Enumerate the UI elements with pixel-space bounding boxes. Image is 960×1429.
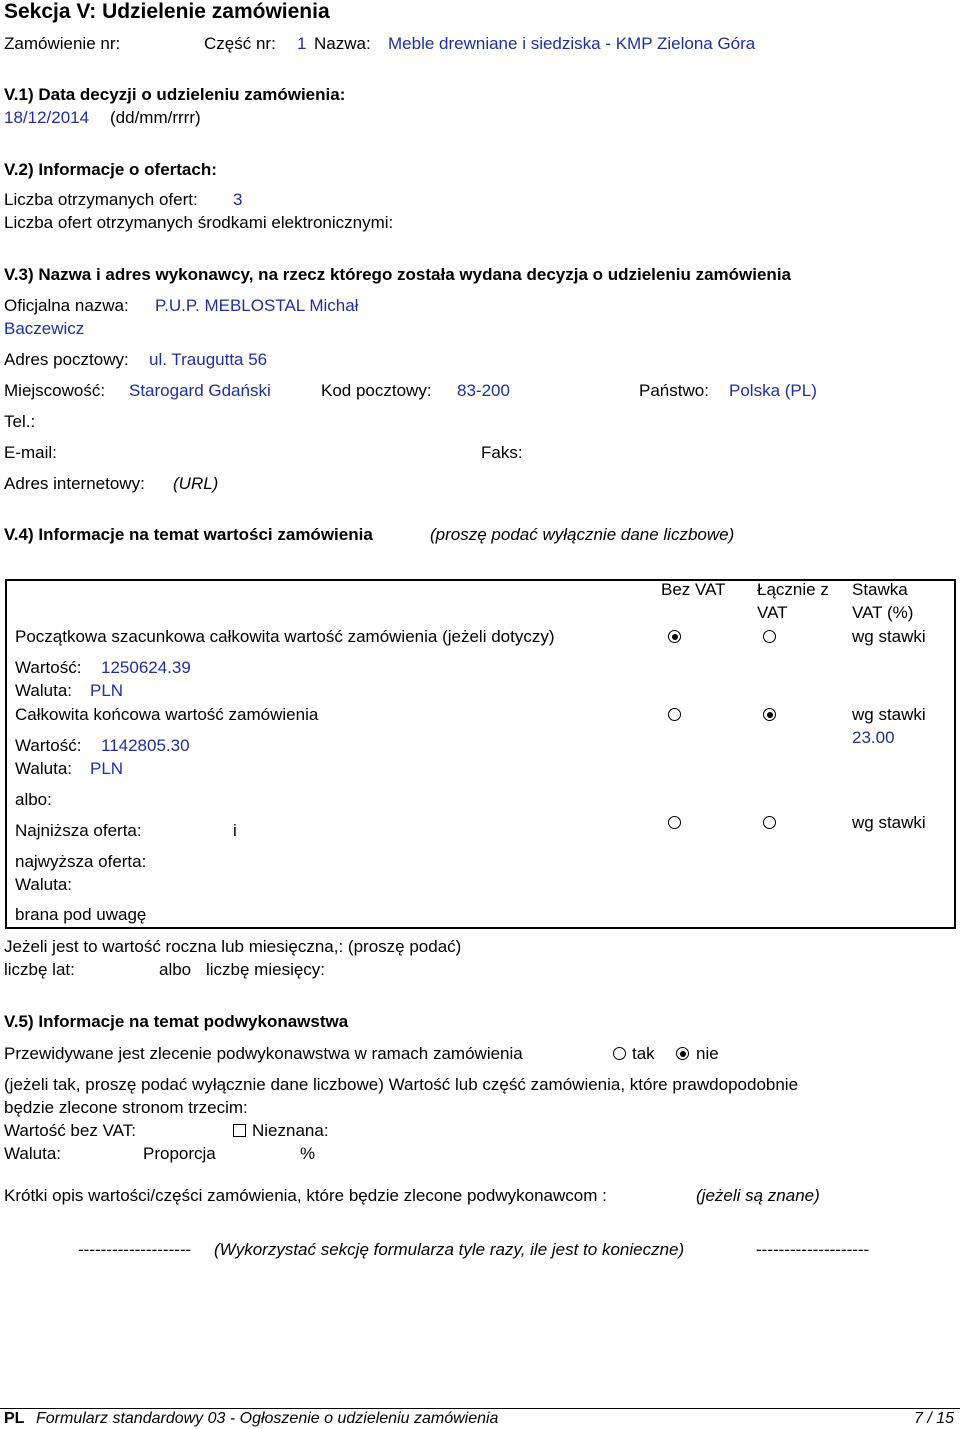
final-rate-value: 23.00 <box>852 728 895 747</box>
v4-heading: V.4) Informacje na temat wartości zamówienia <box>4 525 373 544</box>
part-number-value: 1 <box>297 34 307 53</box>
final-lacznie-radio[interactable] <box>763 708 776 721</box>
initial-lacznie-radio[interactable] <box>763 630 776 643</box>
subcontract-planned-label: Przewidywane jest zlecenie podwykonawstwa w ramach zamówienia <box>4 1044 523 1063</box>
subcontract-info-line1: (jeżeli tak, proszę podać wyłącznie dane liczbowe) Wartość lub część zamówienia, które prawdopodobnie <box>4 1075 799 1094</box>
col-bez-vat: Bez VAT <box>661 580 726 599</box>
footer-page-number: 7 / 15 <box>914 1410 955 1427</box>
subcontract-info-line2: będzie zlecone stronom trzecim: <box>4 1098 248 1117</box>
final-bez-vat-radio[interactable] <box>668 708 681 721</box>
offers-count-value: 3 <box>233 190 243 209</box>
final-value-label: Całkowita końcowa wartość zamówienia <box>15 705 319 724</box>
or-label: albo: <box>15 790 52 809</box>
years-label: liczbę lat: <box>4 960 75 979</box>
initial-rate: wg stawki <box>852 627 926 646</box>
email-label: E-mail: <box>4 443 57 462</box>
range-rate: wg stawki <box>852 813 926 832</box>
initial-wartosc-value: 1250624.39 <box>101 658 191 677</box>
brief-description-label: Krótki opis wartości/części zamówienia, które będzie zlecone podwykonawcom : <box>4 1186 607 1205</box>
order-name-value: Meble drewniane i siedziska - KMP Zielona Góra <box>388 34 756 53</box>
unknown-checkbox[interactable] <box>233 1124 246 1137</box>
section-title: Sekcja V: Udzielenie zamówienia <box>4 0 330 23</box>
brief-description-hint: (jeżeli są znane) <box>696 1186 820 1205</box>
considered-label: brana pod uwagę <box>15 905 147 924</box>
postal-address-value: ul. Traugutta 56 <box>149 350 268 369</box>
col-stawka-line1: Stawka <box>852 580 908 599</box>
country-value: Polska (PL) <box>729 381 817 400</box>
official-name-label: Oficjalna nazwa: <box>4 296 129 315</box>
subcontract-no-label: nie <box>696 1044 719 1063</box>
repeat-dashes-left: -------------------- <box>78 1240 192 1259</box>
range-lacznie-radio[interactable] <box>763 816 776 829</box>
initial-waluta-label: Waluta: <box>15 681 73 700</box>
subcontract-currency-label: Waluta: <box>4 1144 62 1163</box>
final-rate: wg stawki <box>852 705 926 724</box>
col-lacznie-line2: VAT <box>757 603 788 622</box>
order-name-label: Nazwa: <box>314 34 371 53</box>
final-waluta-label: Waluta: <box>15 759 73 778</box>
official-name-value-line1: P.U.P. MEBLOSTAL Michał <box>155 296 359 315</box>
final-waluta-value: PLN <box>90 759 124 778</box>
final-wartosc-label: Wartość: <box>15 736 82 755</box>
electronic-offers-label: Liczba ofert otrzymanych środkami elektronicznymi: <box>4 213 394 232</box>
repeat-note-text: (Wykorzystać sekcję formularza tyle razy, ile jest to konieczne) <box>214 1240 685 1259</box>
offers-count-label: Liczba otrzymanych ofert: <box>4 190 198 209</box>
or2-label: albo <box>159 960 192 979</box>
city-value: Starogard Gdański <box>129 381 271 400</box>
range-currency-label: Waluta: <box>15 875 73 894</box>
v3-heading: V.3) Nazwa i adres wykonawcy, na rzecz którego została wydana decyzja o udzieleniu zamówienia <box>4 265 791 284</box>
v5-heading: V.5) Informacje na temat podwykonawstwa <box>4 1012 349 1031</box>
highest-offer-label: najwyższa oferta: <box>15 852 147 871</box>
footer-form-name: Formularz standardowy 03 - Ogłoszenie o udzieleniu zamówienia <box>36 1410 499 1427</box>
percent-sign: % <box>300 1144 316 1163</box>
annual-monthly-label: Jeżeli jest to wartość roczna lub miesięczna,: (proszę podać) <box>4 937 462 956</box>
initial-value-label: Początkowa szacunkowa całkowita wartość zamówienia (jeżeli dotyczy) <box>15 627 555 646</box>
initial-waluta-value: PLN <box>90 681 124 700</box>
url-label: Adres internetowy: <box>4 474 145 493</box>
range-bez-vat-radio[interactable] <box>668 816 681 829</box>
tel-label: Tel.: <box>4 412 36 431</box>
fax-label: Faks: <box>481 443 523 462</box>
order-number-label: Zamówienie nr: <box>4 34 121 53</box>
part-number-label: Część nr: <box>204 34 276 53</box>
col-lacznie-line1: Łącznie z <box>757 580 829 599</box>
decision-date: 18/12/2014 <box>4 108 90 127</box>
url-hint: (URL) <box>173 474 219 493</box>
footer-lang: PL <box>4 1410 25 1427</box>
v2-heading: V.2) Informacje o ofertach: <box>4 160 217 179</box>
v1-heading: V.1) Data decyzji o udzieleniu zamówienia: <box>4 85 346 104</box>
unknown-label: Nieznana: <box>252 1121 329 1140</box>
zip-value: 83-200 <box>457 381 510 400</box>
city-label: Miejscowość: <box>4 381 106 400</box>
subcontract-yes-label: tak <box>632 1044 655 1063</box>
col-stawka-line2: VAT (%) <box>852 603 914 622</box>
lowest-offer-label: Najniższa oferta: <box>15 821 142 840</box>
proportion-label: Proporcja <box>143 1144 216 1163</box>
subcontract-yes-radio[interactable] <box>613 1047 626 1060</box>
initial-wartosc-label: Wartość: <box>15 658 82 677</box>
zip-label: Kod pocztowy: <box>321 381 432 400</box>
v4-hint: (proszę podać wyłącznie dane liczbowe) <box>430 525 735 544</box>
postal-address-label: Adres pocztowy: <box>4 350 129 369</box>
country-label: Państwo: <box>639 381 709 400</box>
subcontract-no-radio[interactable] <box>676 1047 689 1060</box>
official-name-value-line2: Baczewicz <box>4 319 85 338</box>
date-format: (dd/mm/rrrr) <box>110 108 201 127</box>
and-label: i <box>233 821 237 840</box>
final-wartosc-value: 1142805.30 <box>101 736 190 755</box>
page-footer <box>0 1408 960 1429</box>
value-without-vat-label: Wartość bez VAT: <box>4 1121 136 1140</box>
initial-bez-vat-radio[interactable] <box>668 630 681 643</box>
months-label: liczbę miesięcy: <box>206 960 326 979</box>
repeat-dashes-right: -------------------- <box>756 1240 870 1259</box>
